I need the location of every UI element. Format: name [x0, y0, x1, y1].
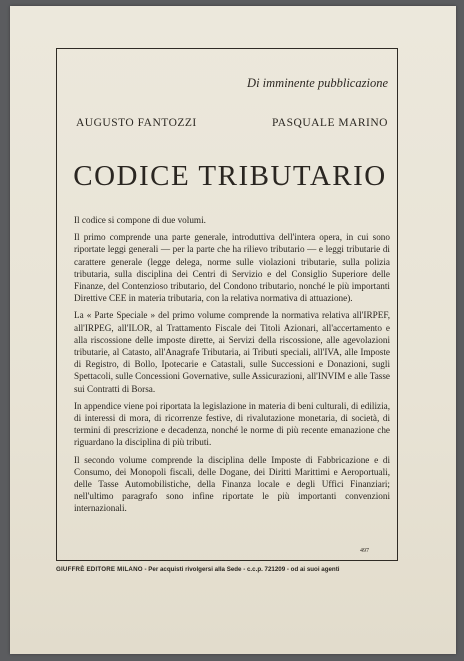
description-body — [74, 214, 390, 520]
paragraph-3: La « Parte Speciale » del primo volume comprende la normativa relativa all'IRPEF, all'IRPEG, all'ILOR, al Trattamento Fiscale dei Titoli Azionari, all'accertamento e alla riscossione delle imposte dirette, ai Servizi della riscossione, alle agevolazioni tributarie, al Catasto, all'Anagrafe Tributaria, ai Tributi speciali, all'IVA, alle Imposte di Registro, di Bollo, Ipotecarie e Catastali, sulle Successioni e Donazioni, sugli Spettacoli, sulle Concessioni Governative, sulle Assicurazioni, all'INVIM e alle Tasse sui Contratti di Borsa. — [74, 310, 390, 394]
subtitle: Di imminente pubblicazione — [247, 76, 388, 90]
paragraph-5: Il secondo volume comprende la disciplina delle Imposte di Fabbricazione e di Consumo, dei Monopoli fiscali, delle Dogane, dei Diritti Marittimi e Aeroportuali, delle Tasse Automobilistiche, della Finanza locale e degli Uffici Finanziari; nell'ultimo paragrafo sono infine riportate le più importanti convenzioni internazionali. — [74, 454, 390, 514]
author-1: AUGUSTO FANTOZZI — [76, 117, 197, 129]
footer-text: - Per acquisti rivolgersi alla Sede - c.c.p. 721209 - od ai suoi agenti — [142, 566, 340, 573]
paragraph-1: Il codice si compone di due volumi. — [74, 215, 206, 225]
footer-line — [56, 566, 406, 573]
author-2: PASQUALE MARINO — [271, 117, 388, 129]
authors-line — [76, 117, 388, 129]
paragraph-4: In appendice viene poi riportata la legislazione in materia di beni culturali, di edilizia, di interessi di mora, di ricorrenze festive, di rivalutazione monetaria, di società, di termini di prescrizione e decadenza, nonché le norme di più recente emanazione che riguardano la disciplina di più tributi. — [74, 400, 390, 448]
paragraph-2: Il primo comprende una parte generale, introduttiva dell'intera opera, in cui sono riportate leggi generali — per la parte che ha rilievo tributario — e leggi tributarie di carattere generale (legge delega, norme sulle violazioni tributarie, sulla polizia tributaria, sulla disciplina dei Centri di Servizio e del Consiglio Superiore delle Finanze, del Contenzioso tributario, del Condono tributario, nonché le più importanti Direttive CEE in materia tributaria, con la relativa normativa di attuazione). — [74, 232, 390, 304]
book-title: CODICE TRIBUTARIO — [73, 160, 387, 192]
page-number: 497 — [360, 548, 369, 554]
footer-publisher: GIUFFRÈ EDITORE MILANO — [56, 566, 143, 573]
